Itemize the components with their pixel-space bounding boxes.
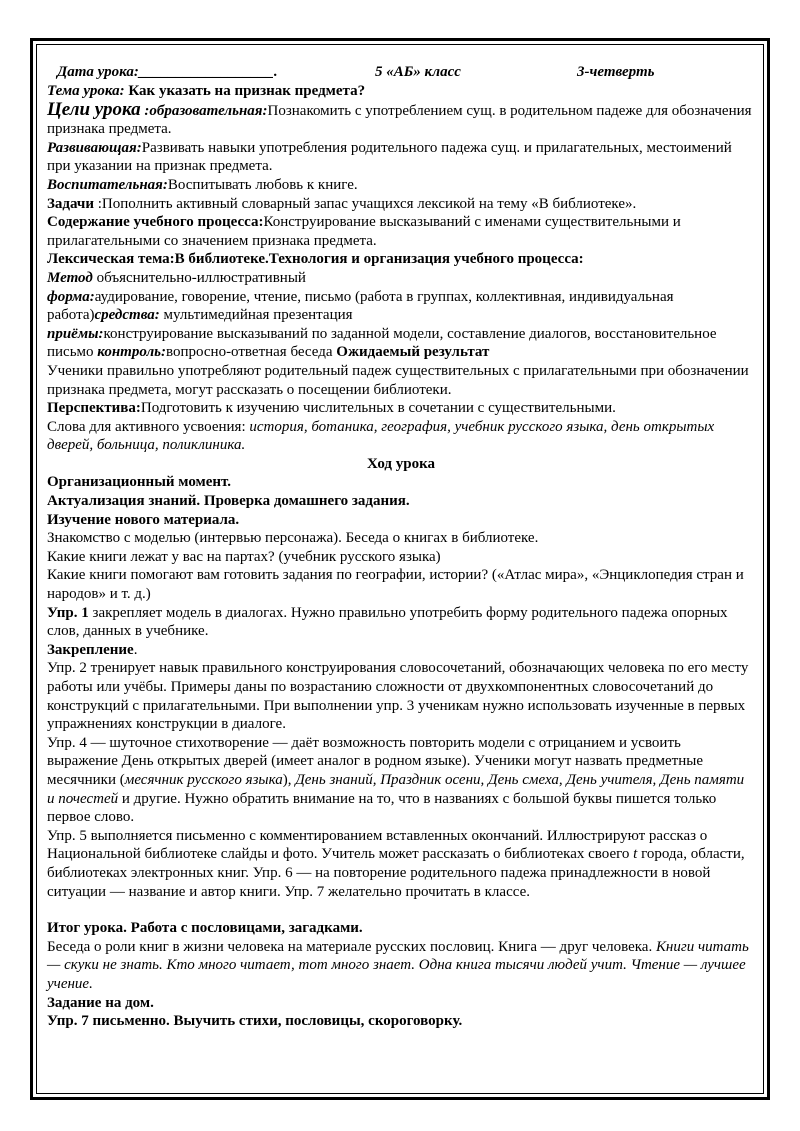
- control-text: вопросно-ответная беседа: [166, 344, 337, 361]
- exercise-2: Упр. 2 тренирует навык правильного конструирования словосочетаний, обозначающих человека по его месту работы или учёбы. Примеры даны по возрастанию сложности от двухкомпонентных словосочетаний до конструкций с прилагательными. При выполнении упр. 3 ученикам нужно использовать изученные в первых упражнениях конструкции в диалоге.: [47, 660, 749, 733]
- method-text: объяснительно-иллюстративный: [92, 269, 306, 286]
- grade-field: 5 «АБ» класс: [375, 64, 461, 80]
- goals-edu-text: Познакомить с употреблением сущ. в родительном падеже для обозначения признака предмета.: [47, 102, 752, 138]
- quarter-field: 3-четверть: [577, 64, 655, 80]
- form-text: аудирование, говорение, чтение, письмо (работа в группах, коллективная, индивидуальная работа): [47, 288, 674, 324]
- consolidation: [47, 641, 755, 660]
- new-material: Изучение нового материала.: [47, 511, 240, 528]
- active-words: [47, 418, 755, 455]
- topic-label: Тема урока:: [47, 83, 125, 99]
- exercise-1-text: закрепляет модель в диалогах. Нужно правильно употребить форму родительного падежа опорных слов, данных в учебнике.: [47, 604, 728, 640]
- form-label: форма:: [47, 288, 95, 305]
- goals: [47, 98, 755, 139]
- goals-label: Цели урока: [47, 98, 141, 120]
- exercise-4-text-a: Упр. 4 — шуточное стихотворение — даёт возможность повторить модели с отрицанием и усвоить выражение День открытых дверей (имеет аналог в родном языке). Ученики могут назвать предметные месячники (: [47, 734, 703, 788]
- perspective-label: Перспектива:: [47, 400, 141, 417]
- summary-text: [47, 938, 755, 994]
- content-process: [47, 213, 755, 250]
- techniques-text: конструирование высказываний по заданной модели, составление диалогов, восстановительное письмо: [47, 325, 717, 361]
- exercise-4: [47, 734, 755, 827]
- dev-text: Развивать навыки употребления родительного падежа сущ. и прилагательных, местоимений при указании на признак предмета.: [47, 139, 732, 175]
- exercise-4-text-b: ),: [282, 771, 296, 788]
- homework-title: Задание на дом.: [47, 994, 154, 1011]
- org-moment: Организационный момент.: [47, 474, 232, 491]
- control-label: контроль:: [97, 344, 166, 361]
- knowledge-update: Актуализация знаний. Проверка домашнего задания.: [47, 493, 410, 510]
- exercise-5: [47, 827, 755, 901]
- consolidation-dot: .: [133, 641, 138, 658]
- form: [47, 288, 755, 325]
- perspective: [47, 399, 755, 418]
- lesson-line-3: Какие книги помогают вам готовить задания по географии, истории? («Атлас мира», «Энциклопедия стран и народов» и т. д.): [47, 567, 744, 603]
- lexical-theme: Лексическая тема:В библиотеке.Технология и организация учебного процесса:: [47, 251, 584, 268]
- header-line: [47, 63, 755, 82]
- active-words-label: Слова для активного усвоения:: [47, 418, 250, 435]
- exercise-5-italic: t: [633, 846, 638, 863]
- topic-text: Как указать на признак предмета?: [124, 83, 366, 99]
- up-text: Воспитывать любовь к книге.: [167, 176, 358, 193]
- techniques: [47, 325, 755, 362]
- topic: [47, 82, 755, 101]
- content-process-text: Конструирование высказываний с именами существительными и прилагательными со значением признака предмета.: [47, 214, 681, 249]
- goals-upbringing: [47, 176, 755, 195]
- goals-development: [47, 139, 755, 176]
- exercise-4-text-c: и другие. Нужно обратить внимание на то, что в названиях с большой буквы пишется только первое слово.: [47, 790, 717, 826]
- spacer: [47, 901, 755, 919]
- tasks: [47, 195, 755, 214]
- date-field: Дата урока:__________________.: [57, 64, 278, 80]
- lesson-line-2: Какие книги лежат у вас на партах? (учебник русского языка): [47, 548, 441, 565]
- goals-edu-label: :образовательная:: [140, 102, 268, 119]
- exercise-1-label: Упр. 1: [47, 604, 89, 621]
- exercise-1: [47, 604, 755, 641]
- exercise-4-italic-1: месячник русского языка: [124, 771, 283, 788]
- result-label: Ожидаемый результат: [336, 344, 490, 361]
- tasks-text: :Пополнить активный словарный запас учащихся лексикой на тему «В библиотеке».: [94, 195, 637, 212]
- tasks-label: Задачи: [47, 195, 95, 212]
- homework-text: Упр. 7 письменно. Выучить стихи, пословицы, скороговорку.: [47, 1013, 463, 1030]
- lesson-line-1: Знакомство с моделью (интервью персонажа). Беседа о книгах в библиотеке.: [47, 530, 539, 547]
- lesson-plan: [47, 63, 755, 1031]
- content-process-label: Содержание учебного процесса:: [47, 214, 264, 231]
- summary-text-a: Беседа о роли книг в жизни человека на материале русских пословиц. Книга — друг человека.: [47, 938, 656, 955]
- summary-title: Итог урока. Работа с пословицами, загадками.: [47, 920, 363, 937]
- dev-label: Развивающая:: [47, 139, 142, 156]
- up-label: Воспитательная:: [47, 176, 168, 193]
- method-label: Метод: [47, 269, 93, 286]
- exercise-5-text-a: Упр. 5 выполняется письменно с комментированием вставленных окончаний. Иллюстрируют рассказ о Национальной библиотеке слайды и фото. Учитель может рассказать о библиотеках своего: [47, 827, 708, 863]
- result-text: Ученики правильно употребляют родительный падеж существительных с прилагательными при обозначении признака предмета, могут рассказать о посещении библиотеки.: [47, 362, 749, 398]
- active-words-text: история, ботаника, география, учебник русского языка, день открытых дверей, больница, поликлиника.: [47, 418, 715, 454]
- exercise-4-italic-2: День знаний, Праздник осени, День смеха, День учителя, День памяти и почестей: [47, 771, 745, 807]
- method: [47, 269, 755, 288]
- exercise-5-text-b: города, области, библиотеках электронных книг. Упр. 6 — на повторение родительного падежа принадлежности в новой ситуации — название и автор книги. Упр. 7 желательно прочитать в классе.: [47, 846, 745, 900]
- summary-proverbs: Книги читать — скуки не знать. Кто много читает, тот много знает. Одна книга тысячи людей учит. Чтение — лучшее учение.: [47, 938, 749, 992]
- perspective-text: Подготовить к изучению числительных в сочетании с существительными.: [140, 400, 616, 417]
- means-label: средства:: [94, 307, 160, 324]
- means-text: мультимедийная презентация: [159, 307, 353, 324]
- consolidation-label: Закрепление: [47, 641, 134, 658]
- techniques-label: приёмы:: [47, 325, 104, 342]
- lesson-title: Ход урока: [366, 455, 436, 472]
